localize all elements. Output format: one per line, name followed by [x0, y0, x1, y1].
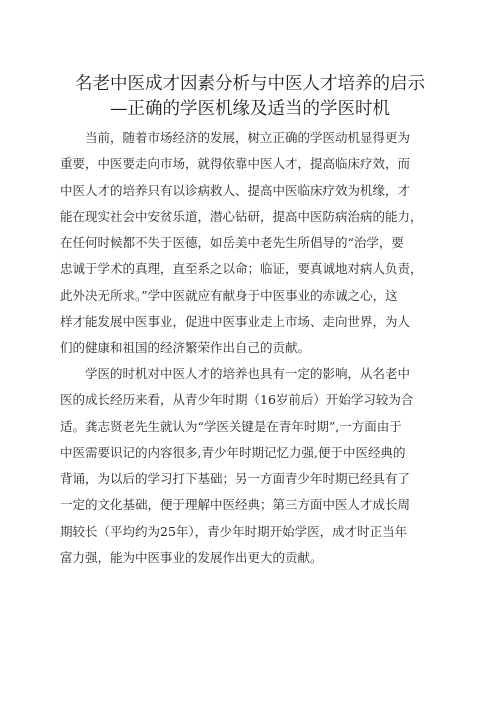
- paragraph-line: 医的成长经历来看，从青少年时期（16岁前后）开始学习较为合: [60, 392, 414, 408]
- paragraph-line: 当前，随着市场经济的发展，树立正确的学医动机显得更为: [60, 130, 411, 145]
- paragraph-line: 期较长（平均约为25年），青少年时期开始学医，成才时正当年: [60, 523, 408, 539]
- paragraph-line: 能在现实社会中安贫乐道，潜心钻研，提高中医防病治病的能力，: [60, 208, 423, 224]
- paragraph-line: 忠诚于学术的真理，直至系之以命；临证，要真诚地对病人负责，: [60, 261, 423, 277]
- paragraph-line: 们的健康和祖国的经济繁荣作出自己的贡献。: [60, 340, 311, 356]
- paragraph-line: 一定的文化基础，便于理解中医经典；第三方面中医人才成长周: [60, 497, 411, 513]
- paragraph-line: 此外决无所求。”学中医就应有献身于中医事业的赤诚之心，这: [60, 287, 398, 303]
- paragraph-line: 富力强，能为中医事业的发展作出更大的贡献。: [60, 550, 323, 566]
- paragraph-line: 样才能发展中医事业，促进中医事业走上市场、走向世界，为人: [60, 314, 411, 330]
- document-title: 名老中医成才因素分析与中医人才培养的启示: [75, 74, 425, 94]
- paragraph-1: [60, 125, 445, 362]
- paragraph-2: [60, 361, 445, 571]
- paragraph-line: 学医的时机对中医人才的培养也具有一定的影响，从名老中: [60, 366, 411, 381]
- paragraph-line: 中医需要识记的内容很多,青少年时期记忆力强,便于中医经典的: [60, 444, 406, 460]
- paragraph-line: 在任何时候都不失于医德，如岳美中老先生所倡导的“治学，要: [60, 235, 404, 251]
- paragraph-line: 重要，中医要走向市场，就得依靠中医人才，提高临床疗效，而: [60, 156, 411, 172]
- paragraph-line: 适。龚志贤老先生就认为“学医关键是在青年时期”,一方面由于: [60, 418, 402, 434]
- paragraph-line: 中医人才的培养只有以诊病救人、提高中医临床疗效为机缘，才: [60, 182, 411, 198]
- document-subtitle: —正确的学医机缘及适当的学医时机: [110, 99, 390, 119]
- paragraph-line: 背诵，为以后的学习打下基础；另一方面青少年时期已经具有了: [60, 471, 411, 487]
